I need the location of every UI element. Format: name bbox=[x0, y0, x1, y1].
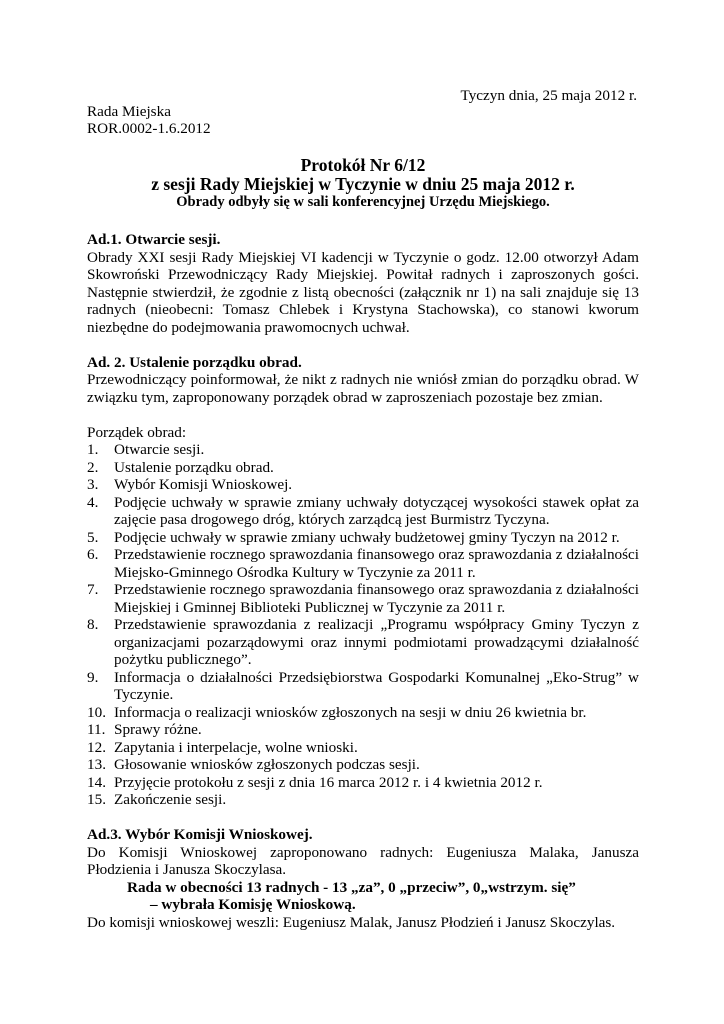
document-date: Tyczyn dnia, 25 maja 2012 r. bbox=[460, 87, 637, 104]
list-item: 5. Podjęcie uchwały w sprawie zmiany uchwały budżetowej gminy Tyczyn na 2012 r. bbox=[87, 528, 620, 546]
session-title: z sesji Rady Miejskiej w Tyczynie w dniu 25 maja 2012 r. bbox=[151, 174, 575, 194]
section-ad3-text: Do Komisji Wnioskowej zaproponowano radnych: Eugeniusza Malaka, Janusza Płodzienia i Janusza Skoczylasa. bbox=[87, 843, 639, 878]
list-item: 2. Ustalenie porządku obrad. bbox=[87, 458, 274, 476]
document-body bbox=[87, 231, 639, 931]
list-item: 8. Przedstawienie sprawozdania z realizacji „Programu współpracy Gminy Tyczyn z organizacjami pozarządowymi oraz innymi podmiotami prowadzącymi działalność pożytku publicznego”. bbox=[87, 616, 639, 668]
institution-name: Rada Miejska bbox=[87, 103, 171, 120]
list-item: 6. Przedstawienie rocznego sprawozdania finansowego oraz sprawozdania z działalności Miejsko-Gminnego Ośrodka Kultury w Tyczynie za 2011 r. bbox=[87, 546, 639, 581]
section-ad3-title: Ad.3. Wybór Komisji Wnioskowej. bbox=[87, 826, 313, 843]
section-ad3-closing: Do komisji wnioskowej weszli: Eugeniusz Malak, Janusz Płodzień i Janusz Skoczylas. bbox=[87, 913, 616, 931]
list-item: 11. Sprawy różne. bbox=[87, 721, 202, 738]
list-item: 15. Zakończenie sesji. bbox=[87, 791, 227, 808]
list-item: 12. Zapytania i interpelacje, wolne wnioski. bbox=[87, 738, 358, 756]
section-ad1-text: Obrady XXI sesji Rady Miejskiej VI kadencji w Tyczynie o godz. 12.00 otworzył Adam Skowroński Przewodniczący Rady Miejskiej. Powitał radnych i zaproszonych gości. Następnie stwierdził, że zgodnie z listą obecności (załącznik nr 1) na sali znajduje się 13 radnych (nieobecni: Tomasz Chlebek i Krystyna Stachowska), co stanowi kworum niezbędne do podejmowania prawomocnych uchwał. bbox=[87, 248, 639, 336]
list-item: 3. Wybór Komisji Wnioskowej. bbox=[87, 476, 293, 493]
list-item: 10. Informacja o realizacji wniosków zgłoszonych na sesji w dniu 26 kwietnia br. bbox=[87, 703, 587, 721]
reference-number: ROR.0002-1.6.2012 bbox=[87, 120, 211, 137]
protocol-title: Protokół Nr 6/12 bbox=[300, 155, 426, 175]
list-item: 1. Otwarcie sesji. bbox=[87, 441, 205, 458]
section-ad2-text: Przewodniczący poinformował, że nikt z radnych nie wniósł zmian do porządku obrad. W związku tym, zaproponowany porządek obrad w zaproszeniach pozostaje bez zmian. bbox=[87, 371, 639, 406]
list-item: 4. Podjęcie uchwały w sprawie zmiany uchwały dotyczącej wysokości stawek opłat za zajęcie pasa drogowego dróg, których zarządcą jest Burmistrz Tyczyna. bbox=[87, 493, 639, 528]
agenda-list bbox=[87, 441, 639, 809]
section-ad1-title: Ad.1. Otwarcie sesji. bbox=[87, 231, 221, 248]
agenda-label: Porządek obrad: bbox=[87, 423, 187, 441]
list-item: 13. Głosowanie wniosków zgłoszonych podczas sesji. bbox=[87, 756, 420, 773]
title-block bbox=[87, 156, 639, 211]
list-item: 7. Przedstawienie rocznego sprawozdania finansowego oraz sprawozdania z działalności Miejskiej i Gminnej Biblioteki Publicznej w Tyczynie za 2011 r. bbox=[87, 581, 639, 616]
list-item: 14. Przyjęcie protokołu z sesji z dnia 16 marca 2012 r. i 4 kwietnia 2012 r. bbox=[87, 773, 543, 791]
vote-result: Rada w obecności 13 radnych - 13 „za”, 0 „przeciw”, 0„wstrzym. się” bbox=[127, 878, 576, 896]
list-item: 9. Informacja o działalności Przedsiębiorstwa Gospodarki Komunalnej „Eko-Strug” w Tyczynie. bbox=[87, 668, 639, 703]
session-location: Obrady odbyły się w sali konferencyjnej Urzędu Miejskiego. bbox=[176, 194, 550, 210]
section-ad2-title: Ad. 2. Ustalenie porządku obrad. bbox=[87, 353, 302, 371]
vote-outcome: – wybrała Komisję Wnioskową. bbox=[150, 896, 356, 913]
